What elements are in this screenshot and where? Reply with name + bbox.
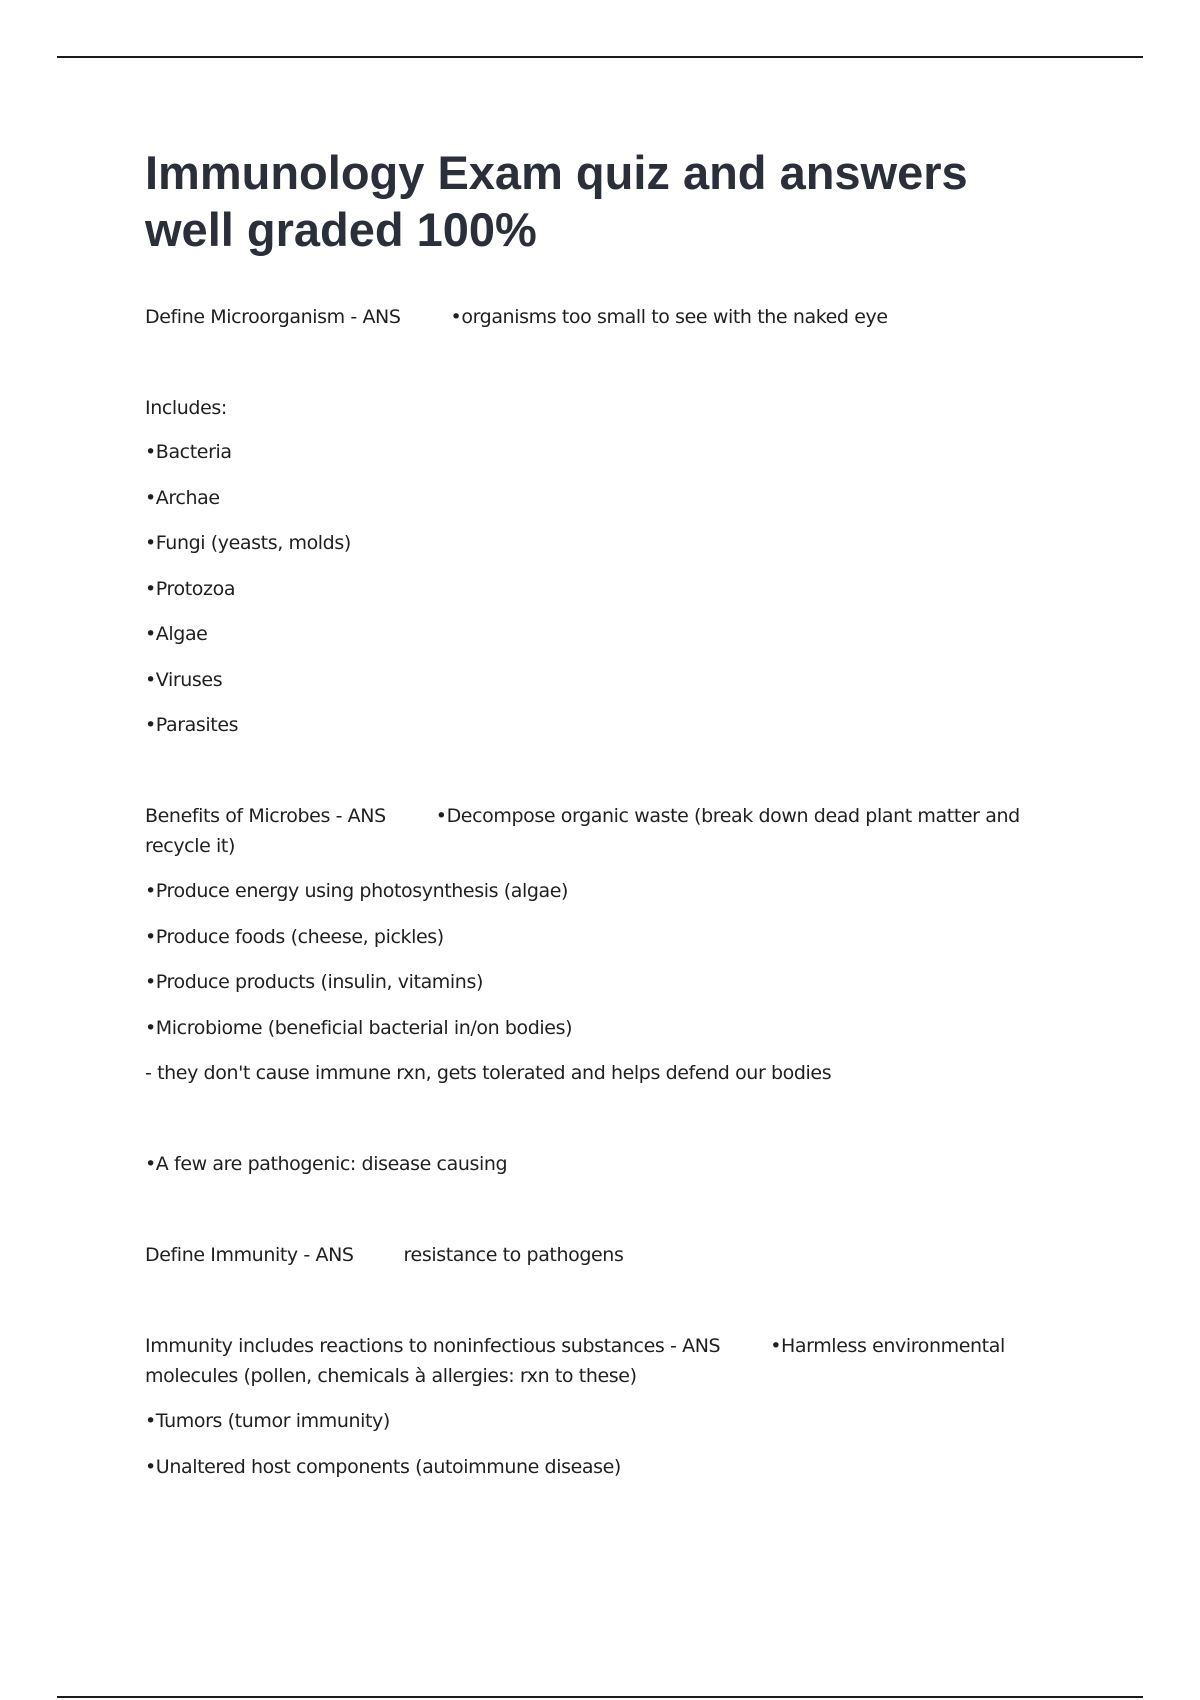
qa-entry: [145, 801, 1025, 861]
question-text: Immunity includes reactions to noninfectious substances - ANS: [145, 1335, 721, 1357]
answer-text: •Harmless environmental molecules (pollen, chemicals à allergies: rxn to these): [145, 1335, 1005, 1387]
answer-text: •Decompose organic waste (break down dead plant matter and recycle it): [145, 805, 1020, 857]
list-item: •Protozoa: [145, 578, 236, 600]
list-item: •Viruses: [145, 669, 223, 691]
list-item: - they don't cause immune rxn, gets tolerated and helps defend our bodies: [145, 1062, 832, 1084]
question-text: Define Immunity - ANS: [145, 1244, 354, 1266]
top-rule: [57, 56, 1143, 58]
list-item: •A few are pathogenic: disease causing: [145, 1153, 508, 1175]
qa-entry: [145, 1331, 1025, 1391]
answer-text: resistance to pathogens: [403, 1244, 624, 1266]
list-item: •Parasites: [145, 714, 239, 736]
qa-entry: [145, 1240, 623, 1270]
bottom-rule: [57, 1696, 1143, 1698]
answer-line: Includes:: [145, 397, 227, 419]
list-item: •Fungi (yeasts, molds): [145, 532, 351, 554]
question-text: Benefits of Microbes - ANS: [145, 805, 386, 827]
list-item: •Produce products (insulin, vitamins): [145, 971, 483, 993]
list-item: •Produce foods (cheese, pickles): [145, 926, 444, 948]
list-item: •Produce energy using photosynthesis (algae): [145, 880, 569, 902]
list-item: •Archae: [145, 487, 220, 509]
list-item: •Unaltered host components (autoimmune disease): [145, 1456, 621, 1478]
qa-entry: [145, 302, 888, 332]
answer-text: •organisms too small to see with the naked eye: [450, 306, 888, 328]
document-title: Immunology Exam quiz and answers well graded 100%: [145, 146, 968, 256]
list-item: •Tumors (tumor immunity): [145, 1410, 390, 1432]
list-item: •Bacteria: [145, 441, 232, 463]
question-text: Define Microorganism - ANS: [145, 306, 401, 328]
list-item: •Microbiome (beneficial bacterial in/on bodies): [145, 1017, 573, 1039]
list-item: •Algae: [145, 623, 208, 645]
